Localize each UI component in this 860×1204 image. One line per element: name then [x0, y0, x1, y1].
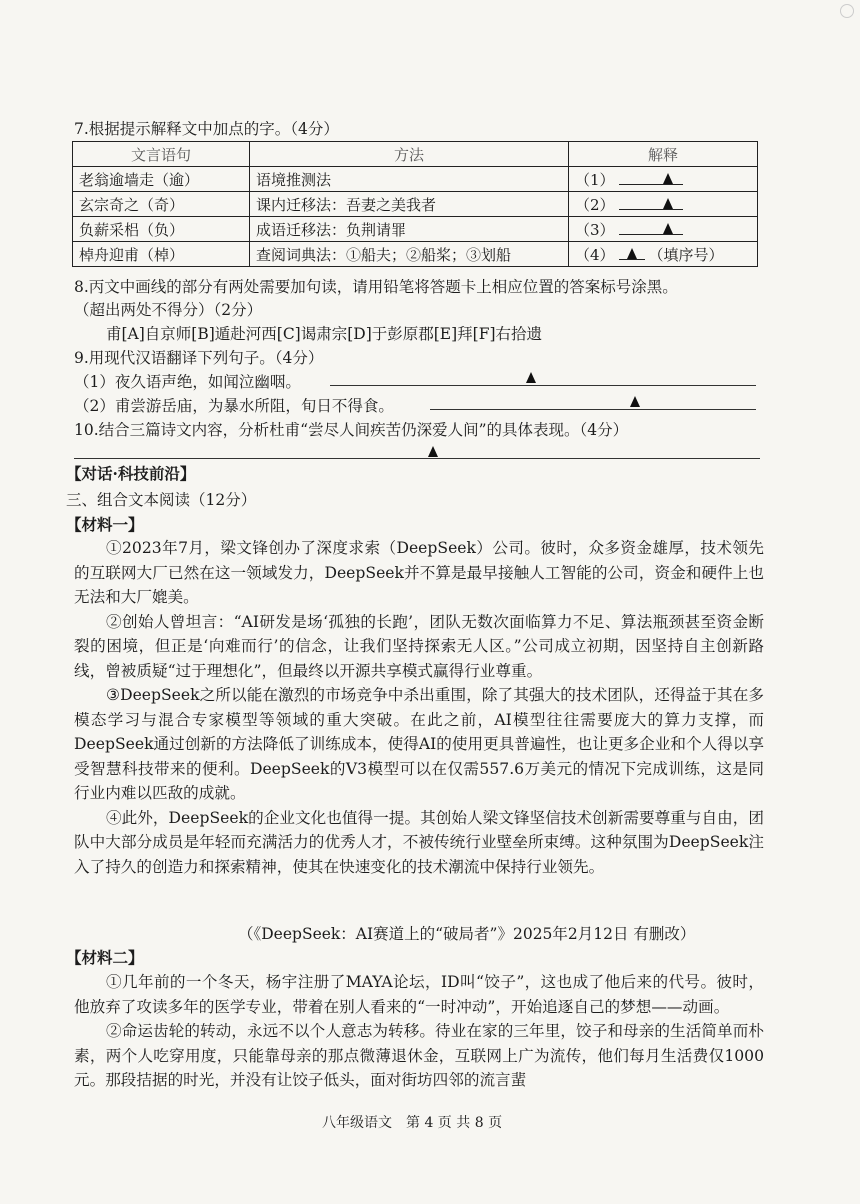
q7-r2-answer: （2）: [569, 192, 758, 217]
q7-r2-sentence: 玄宗奇之（奇）: [73, 192, 250, 217]
q10-answer-line: [74, 458, 760, 459]
corner-mark: [840, 4, 854, 18]
q7-r3-method: 成语迁移法：负荆请罪: [250, 217, 569, 242]
q9-s1-answer-line: [330, 385, 756, 386]
section-tag: 【对话·科技前沿】: [66, 464, 196, 483]
q7-r1-answer: （1）: [569, 167, 758, 192]
q7-header-explain: 解释: [569, 142, 758, 167]
m1-p2: ②创始人曾坦言：“AI研发是场‘孤独的长跑’，团队无数次面临算力不足、算法瓶颈甚至资金断裂的困境，但正是‘向难而行’的信念，让我们坚持探索无人区。”公司成立初期，因坚持自主创新路线，曾被质疑“过于理想化”，但最终以开源共享模式赢得行业尊重。: [74, 612, 764, 680]
m1-p3: ③DeepSeek之所以能在激烈的市场竞争中杀出重围，除了其强大的技术团队，还得益于其在多模态学习与混合专家模型等领域的重大突破。在此之前，AI模型往往需要庞大的算力支撑，而DeepSeek通过创新的方法降低了训练成本，使得AI的使用更具普遍性，也让更多企业和个人得以享受智慧科技带来的便利。DeepSeek的V3模型可以在仅需557.6万美元的情况下完成训练，这是同行业内难以匹敌的成就。: [74, 686, 764, 802]
q8-line2: （超出两处不得分）（2分）: [74, 301, 263, 319]
m2-body: [74, 970, 764, 1093]
m1-p1: ①2023年7月，梁文锋创办了深度求索（DeepSeek）公司。彼时，众多资金雄厚，技术领先的互联网大厂已然在这一领域发力，DeepSeek并不算是最早接触人工智能的公司，资金和硬件上也无法和大厂媲美。: [74, 539, 764, 606]
q10-title: 10.结合三篇诗文内容，分析杜甫“尝尽人间疾苦仍深爱人间”的具体表现。（4分）: [74, 421, 629, 439]
q9-s2: （2）甫尝游岳庙，为暴水所阻，旬日不得食。: [74, 397, 394, 415]
q9-title: 9.用现代汉语翻译下列句子。（4分）: [74, 349, 324, 367]
q7-r4-method: 查阅词典法：①船夫；②船桨；③划船: [250, 242, 569, 267]
q7-header-method: 方法: [250, 142, 569, 167]
q7-r1-method: 语境推测法: [250, 167, 569, 192]
q7-header-sentence: 文言语句: [73, 142, 250, 167]
m2-p2: ②命运齿轮的转动，永远不以个人意志为转移。待业在家的三年里，饺子和母亲的生活简单而朴素，两个人吃穿用度，只能靠母亲的那点微薄退休金，互联网上广为流传，他们每月生活费仅1000元。那段拮据的时光，并没有让饺子低头，面对街坊四邻的流言蜚: [74, 1022, 764, 1089]
q7-r4-answer: （4） （填序号）: [569, 242, 758, 267]
q7-table: [72, 141, 758, 267]
q7-r1-sentence: 老翁逾墙走（逾）: [73, 167, 250, 192]
q7-r3-answer: （3）: [569, 217, 758, 242]
m1-body: [74, 536, 764, 879]
q9-s2-mark-icon: [630, 396, 640, 407]
q9-s1: （1）夜久语声绝，如闻泣幽咽。: [74, 373, 301, 391]
q10-mark-icon: [428, 446, 438, 457]
q7-r2-method: 课内迁移法：吾妻之美我者: [250, 192, 569, 217]
q7-title: 7.根据提示解释文中加点的字。（4分）: [74, 120, 339, 138]
m2-label: 【材料二】: [66, 948, 144, 967]
q7-r4-sentence: 棹舟迎甫（棹）: [73, 242, 250, 267]
q9-s1-mark-icon: [526, 372, 536, 383]
section-title: 三、组合文本阅读（12分）: [66, 491, 257, 509]
q9-s2-answer-line: [430, 409, 756, 410]
page-footer: 八年级语文 第 4 页 共 8 页: [322, 1115, 503, 1131]
m1-label: 【材料一】: [66, 515, 144, 534]
m1-source: （《DeepSeek：AI赛道上的“破局者”》2025年2月12日 有删改）: [238, 925, 696, 943]
q8-sentence: 甫[A]自京师[B]遁赴河西[C]谒肃宗[D]于彭原郡[E]拜[F]右拾遗: [106, 325, 543, 343]
q7-r3-sentence: 负薪采梠（负）: [73, 217, 250, 242]
m1-p4: ④此外，DeepSeek的企业文化也值得一提。其创始人梁文锋坚信技术创新需要尊重与自由，团队中大部分成员是年轻而充满活力的优秀人才，不被传统行业壁垒所束缚。这种氛围为DeepSeek注入了持久的创造力和探索精神，使其在快速变化的技术潮流中保持行业领先。: [74, 808, 764, 876]
m2-p1: ①几年前的一个冬天，杨宇注册了MAYA论坛，ID叫“饺子”，这也成了他后来的代号。彼时，他放弃了攻读多年的医学专业，带着在别人看来的“一时冲动”，开始追逐自己的梦想——动画。: [74, 973, 764, 1016]
q8-line1: 8.丙文中画线的部分有两处需要加句读，请用铅笔将答题卡上相应位置的答案标号涂黑。: [74, 278, 678, 296]
